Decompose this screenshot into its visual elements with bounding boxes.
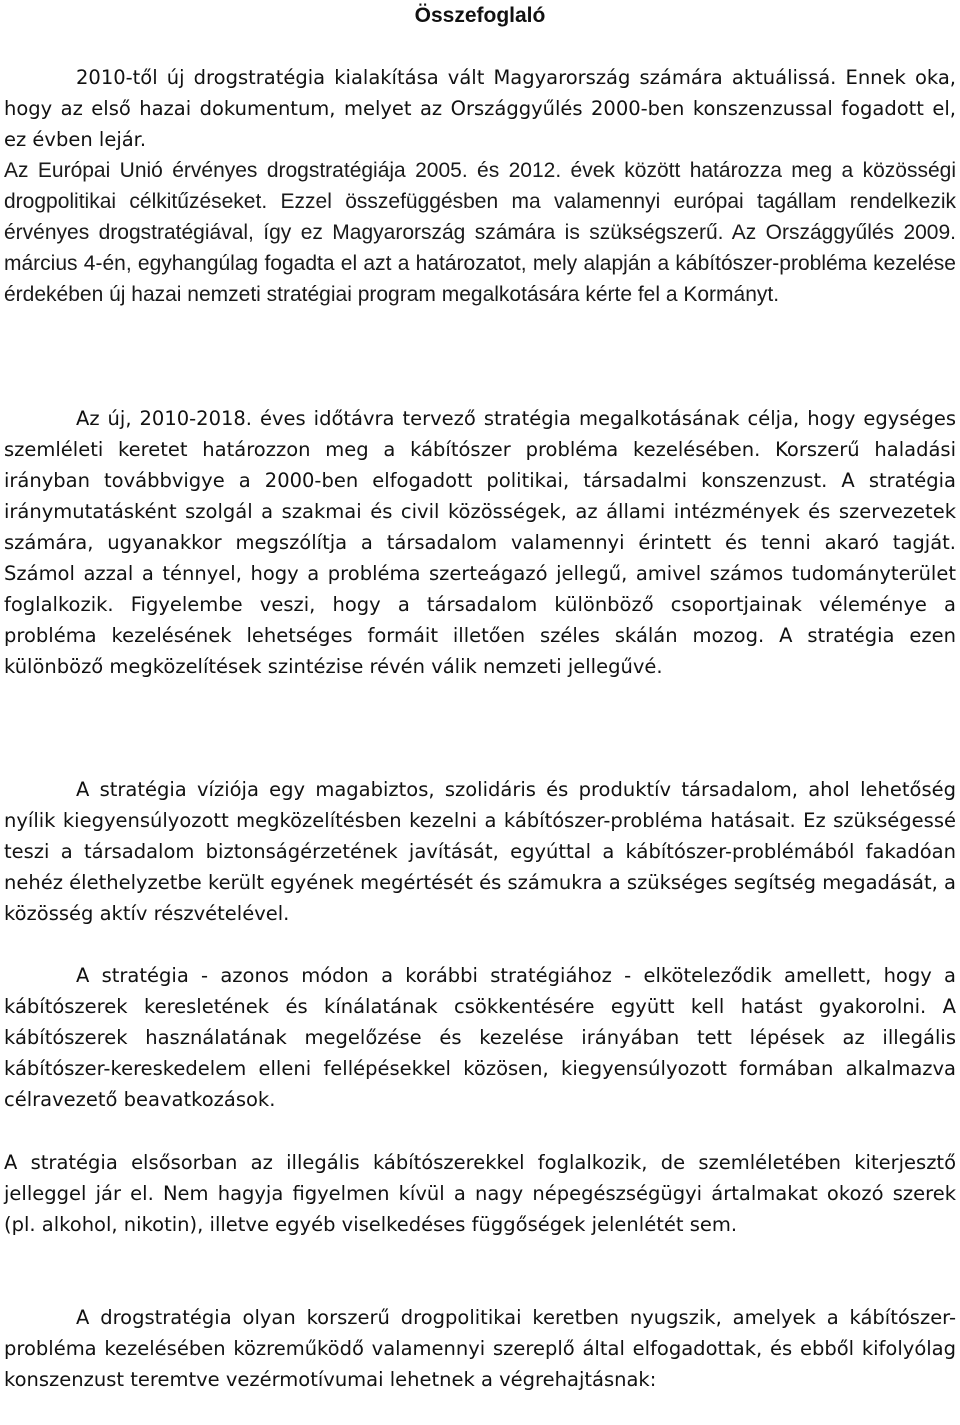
paragraph-demand-supply: A stratégia - azonos módon a korábbi stratégiához - elköteleződik amellett, hogy a kábítószerek keresletének és kínálatának csökkentésére együtt kell hatást gyakorolni. A kábítószerek használatának megelőzése és kezelése irányában tett lépések az illegális kábítószer-kereskedelem elleni fellépésekkel közösen, kiegyensúlyozott formában alkalmazva célravezető beavatkozások.	[4, 964, 956, 1111]
paragraph-eu-strategy: Az Európai Unió érvényes drogstratégiája 2005. és 2012. évek között határozza meg a közösségi drogpolitikai célkitűzéseket. Ezzel összefüggésben ma valamennyi európai tagállam rendelkezik érvényes drogstratégiával, így ez Magyarország számára is szükségszerű. Az Országgyűlés 2009. március 4-én, egyhangúlag fogadta el azt a határozatot, mely alapján a kábítószer-probléma kezelése érdekében új hazai nemzeti stratégiai program megalkotására kérte fel a Kormányt.	[4, 159, 956, 306]
paragraph-intro: 2010-től új drogstratégia kialakítása vált Magyarország számára aktuálissá. Ennek oka, hogy az első hazai dokumentum, melyet az Országgyűlés 2000-ben konszenzussal fogadott el, ez évben lejár.	[4, 66, 956, 151]
document-title: Összefoglaló	[414, 4, 546, 27]
paragraph-new-strategy: Az új, 2010-2018. éves időtávra tervező stratégia megalkotásának célja, hogy egységes szemléleti keretet határozzon meg a kábítószer probléma kezelésében. Korszerű haladási irányban továbbvigye a 2000-ben elfogadott politikai, társadalmi konszenzust. A stratégia iránymutatásként szolgál a szakmai és civil közösségek, az állami intézmények és szervezetek számára, ugyanakkor megszólítja a társadalom valamennyi érintett és tenni akaró tagját. Számol azzal a ténnyel, hogy a probléma szerteágazó jellegű, amivel számos tudományterület foglalkozik. Figyelembe veszi, hogy a társadalom különböző csoportjainak véleménye a probléma kezelésének lehetséges formáit illetően széles skálán mozog. A stratégia ezen különböző megközelítések szintézise révén válik nemzeti jellegűvé.	[4, 407, 956, 678]
paragraph-drug-policy-framework: A drogstratégia olyan korszerű drogpolitikai keretben nyugszik, amelyek a kábítószer-probléma kezelésében közreműködő valamennyi szereplő által elfogadottak, és ebből kifolyólag konszenzust teremtve vezérmotívumai lehetnek a végrehajtásnak:	[4, 1306, 956, 1391]
paragraph-vision: A stratégia víziója egy magabiztos, szolidáris és produktív társadalom, ahol lehetőség nyílik kiegyensúlyozott megközelítésben kezelni a kábítószer-probléma hatásait. Ez szükségessé teszi a társadalom biztonságérzetének javítását, egyúttal a kábítószer-problémából fakadóan nehéz élethelyzetbe került egyének megértését és számukra a szükséges segítség megadását, a közösség aktív részvételével.	[4, 778, 956, 925]
paragraph-illegal-drugs: A stratégia elsősorban az illegális kábítószerekkel foglalkozik, de szemléletében kiterjesztő jelleggel jár el. Nem hagyja figyelmen kívül a nagy népegészségügyi ártalmakat okozó szerek (pl. alkohol, nikotin), illetve egyéb viselkedéses függőségek jelenlétét sem.	[4, 1151, 956, 1236]
